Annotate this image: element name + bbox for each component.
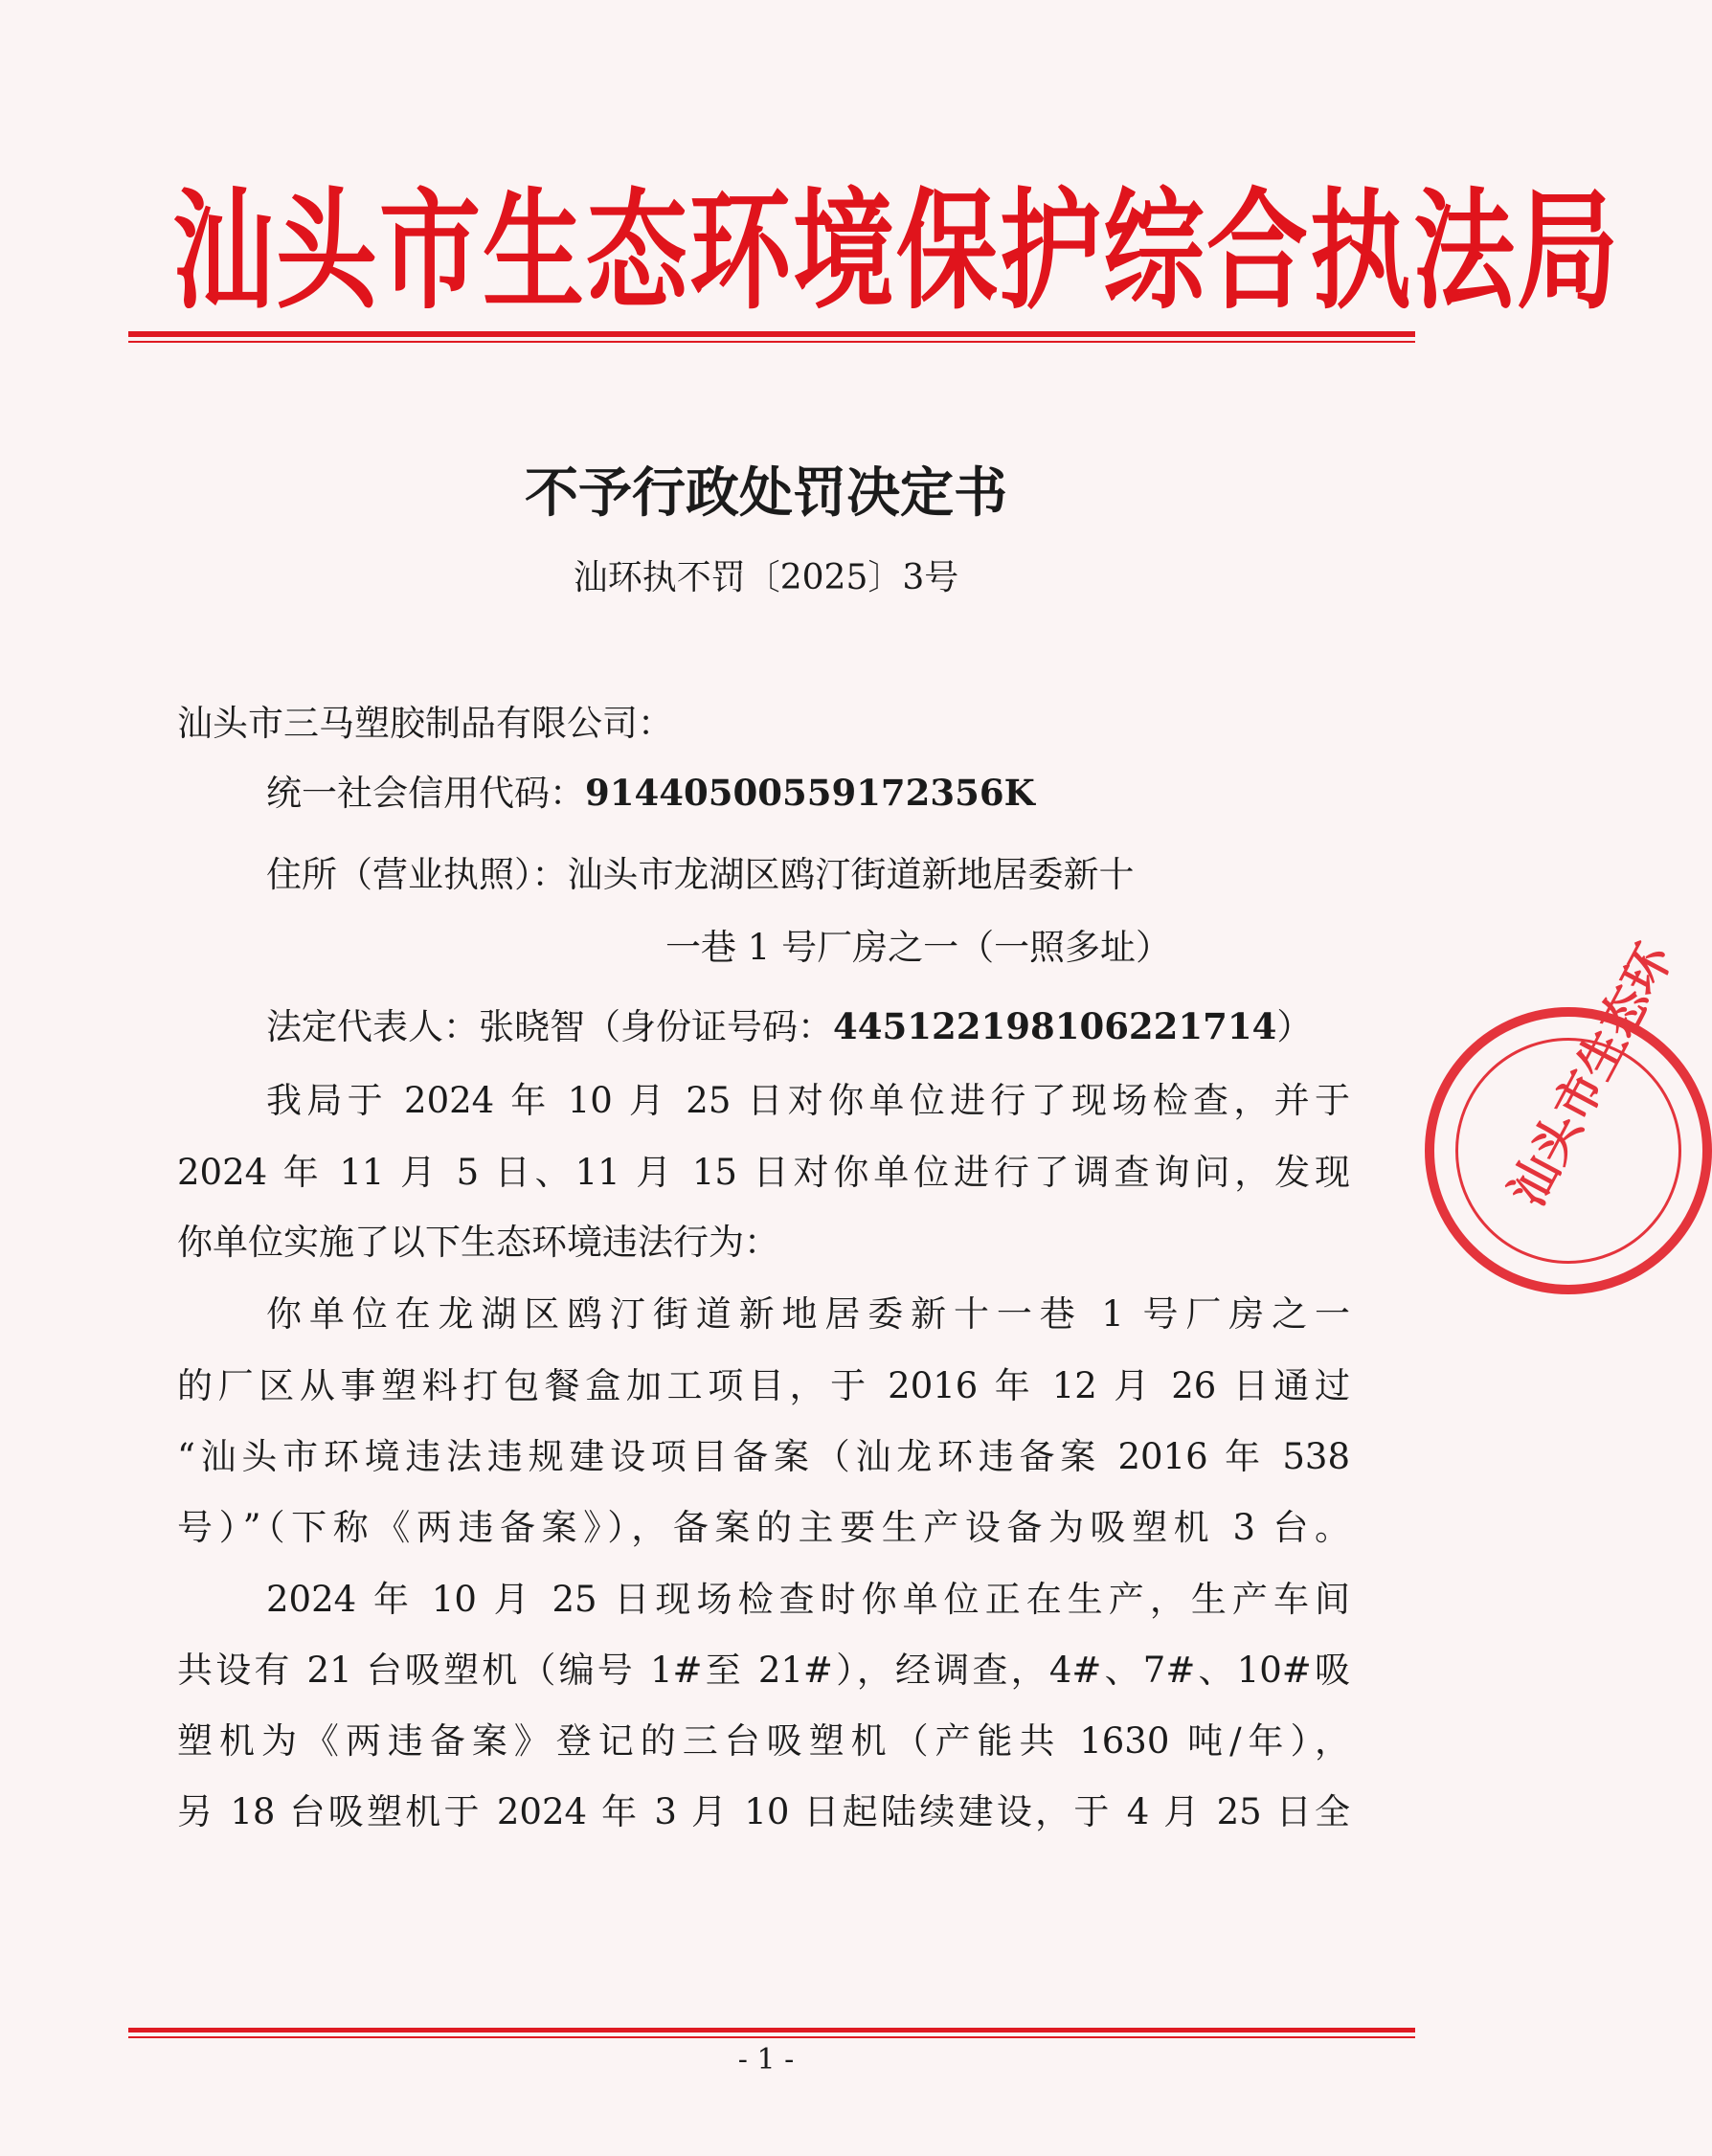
official-seal [1425,934,1712,1294]
body-paragraph-line: 塑机为《两违备案》登记的三台吸塑机（产能共 1630 吨/年）， [177,1720,1350,1762]
document-title: 不予行政处罚决定书 [525,461,1007,525]
recipient-name: 汕头市三马塑胶制品有限公司： [177,703,673,744]
body-paragraph-line: 另 18 台吸塑机于 2024 年 3 月 10 日起陆续建设，于 4 月 25 日全 [177,1791,1350,1832]
body-paragraph-line: 你单位在龙湖区鸥汀街道新地居委新十一巷 1 号厂房之一 [266,1293,1350,1335]
body-paragraph-line: 2024 年 11 月 5 日、11 月 15 日对你单位进行了调查询问，发现 [177,1152,1350,1193]
body-paragraph-line: 我局于 2024 年 10 月 25 日对你单位进行了现场检查，并于 [266,1080,1350,1121]
id-number: 445122198106221714 [833,1005,1277,1047]
address-label: 住所（营业执照）： [266,854,568,895]
body-paragraph-line: “汕头市环境违法违规建设项目备案（汕龙环违备案 2016 年 538 [177,1436,1350,1477]
body-paragraph-line: 号）”（下称《两违备案》），备案的主要生产设备为吸塑机 3 台。 [177,1507,1350,1548]
credit-code-value: 91440500559172356K [585,772,1035,814]
header-red-rule-thick [128,331,1415,337]
id-close: ） [1276,1006,1313,1047]
header-red-rule-thin [128,341,1415,343]
body-paragraph-line: 2024 年 10 月 25 日现场检查时你单位正在生产，生产车间 [266,1579,1350,1620]
body-paragraph-line: 你单位实施了以下生态环境违法行为： [177,1222,779,1263]
legal-representative-line [266,999,1350,1053]
credit-code-label: 统一社会信用代码： [266,773,585,814]
address-line-2: 一巷 1 号厂房之一（一照多址） [665,927,1172,968]
document-number: 汕环执不罚〔2025〕3号 [573,558,959,597]
footer-red-rule-thick [128,2028,1415,2032]
agency-header-title: 汕头市生态环境保护综合执法局 [172,173,1620,327]
legal-rep-label: 法定代表人： [266,1006,479,1047]
address-line-1 [266,848,1350,902]
page-number: - 1 - [737,2043,795,2077]
credit-code-line [266,766,1350,820]
seal-text: 汕头市生态环 [1498,934,1683,1215]
legal-rep-name: 张晓智 [479,1006,585,1047]
body-paragraph-line: 共设有 21 台吸塑机（编号 1#至 21#），经调查，4#、7#、10#吸 [177,1650,1350,1691]
address-value-part1: 汕头市龙湖区鸥汀街道新地居委新十 [567,854,1135,895]
body-paragraph-line: 的厂区从事塑料打包餐盒加工项目，于 2016 年 12 月 26 日通过 [177,1365,1350,1406]
id-label: （身份证号码： [585,1006,833,1047]
